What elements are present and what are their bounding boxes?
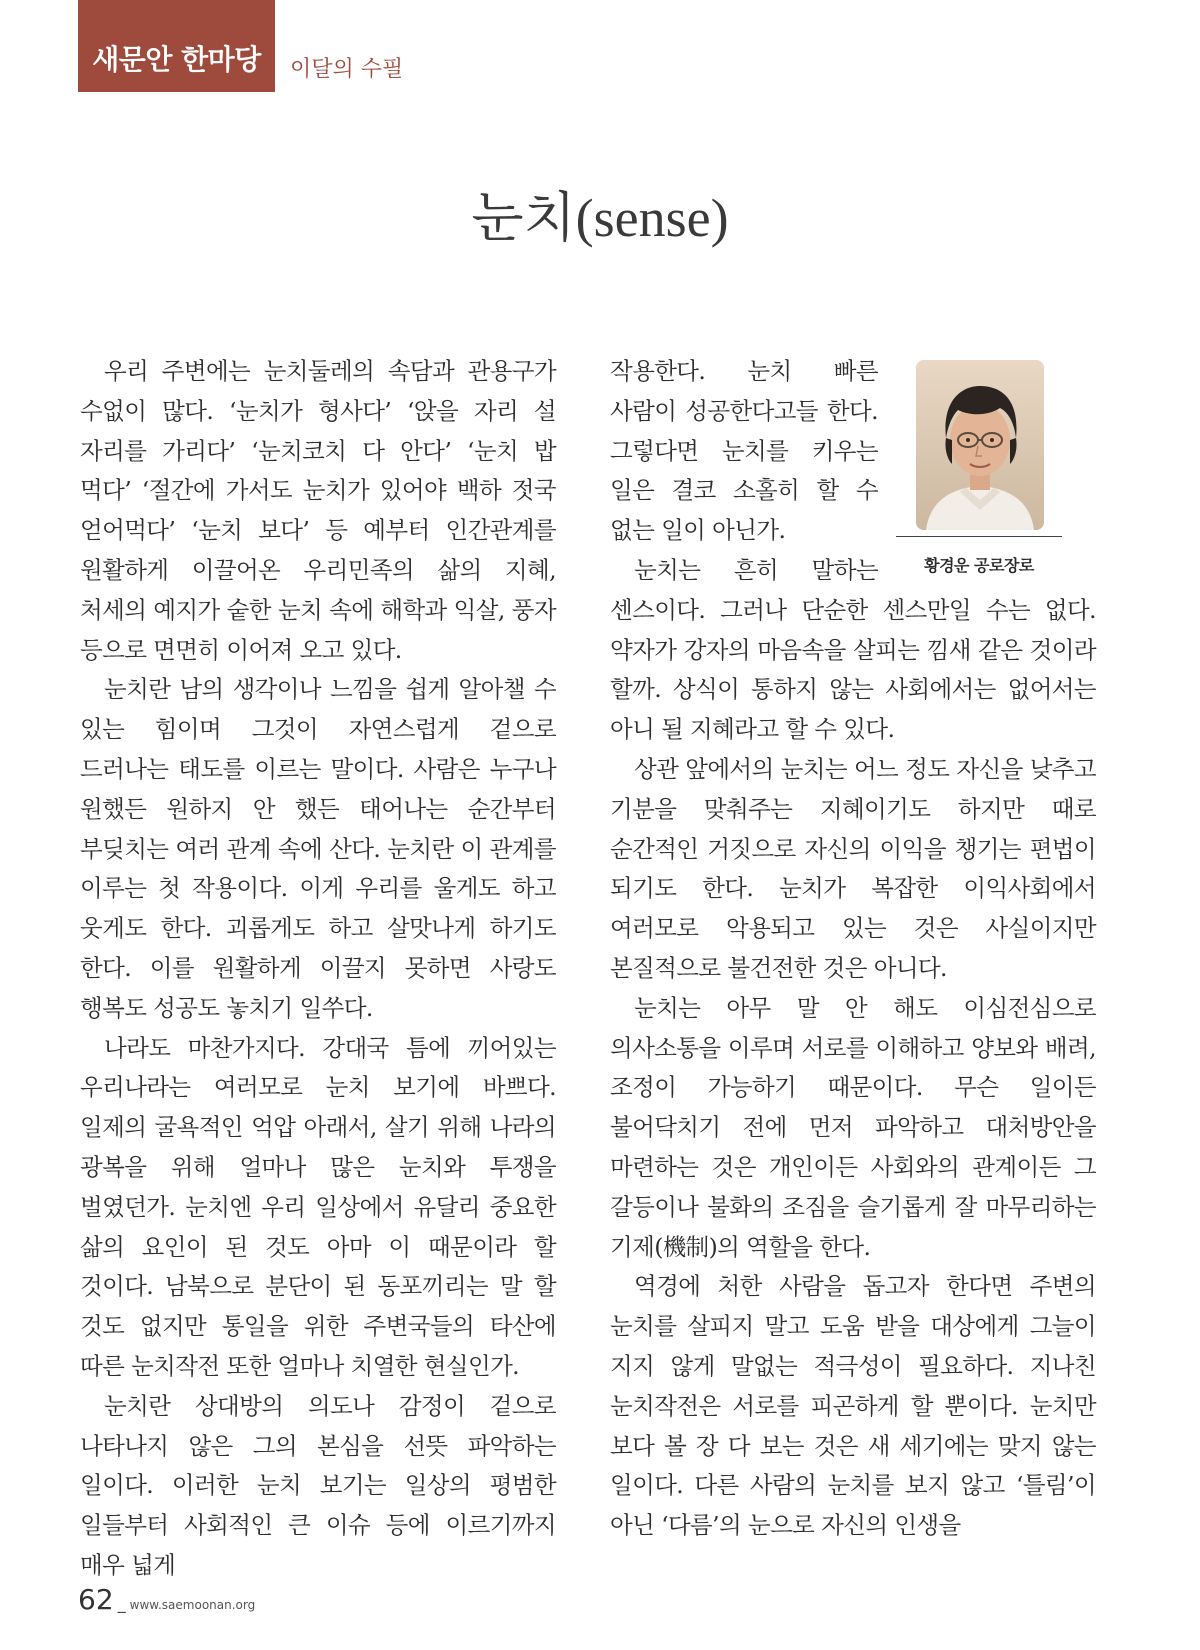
footer-separator: _	[117, 1594, 126, 1613]
paragraph: 눈치는 아무 말 안 해도 이심전심으로 의사소통을 이루며 서로를 이해하고 양보와 배려, 조정이 가능하기 때문이다. 무슨 일이든 불어닥치기 전에 먼저 파악하고 대처방안을 마련하는 것은 개인이든 사회와의 관계이든 그 갈등이나 불화의 조짐을 슬기롭게 잘 마무리하는 기제(機制)의 역할을 한다.	[610, 993, 1096, 1261]
left-column	[80, 352, 556, 1586]
author-caption: 황경운 공로장로	[924, 556, 1034, 575]
paragraph: 작용한다. 눈치 빠른 사람이 성공한다고들 한다. 그렇다면 눈치를 키우는 일은 결코 소홀히 할 수 없는 일이 아닌가.	[610, 357, 878, 545]
paragraph: 눈치란 남의 생각이나 느낌을 쉽게 알아챌 수 있는 힘이며 그것이 자연스럽게 겉으로 드러나는 태도를 이르는 말이다. 사람은 누구나 원했든 원하지 안 했든 태어나는 순간부터 부딪치는 여러 관계 속에 산다. 눈치란 이 관계를 이루는 첫 작용이다. 이게 우리를 울게도 하고 웃게도 한다. 괴롭게도 하고 살맛나게 하기도 한다. 이를 원활하게 이끌지 못하면 사랑도 행복도 성공도 놓치기 일쑤다.	[80, 675, 556, 1022]
caption-divider	[896, 536, 1062, 537]
paragraph: 우리 주변에는 눈치둘레의 속담과 관용구가 수없이 많다. ‘눈치가 형사다’ ‘앉을 자리 설 자리를 가리다’ ‘눈치코치 다 안다’ ‘눈치 밥 먹다’ ‘절간에 가서도 눈치가 있어야 백하 젓국 얻어먹다’ ‘눈치 보다’ 등 예부터 인간관계를 원활하게 이끌어온 우리민족의 삶의 지혜, 처세의 예지가 숱한 눈치 속에 해학과 익살, 풍자 등으로 면면히 이어져 오고 있다.	[80, 357, 556, 664]
paragraph: 눈치란 상대방의 의도나 감정이 겉으로 나타나지 않은 그의 본심을 선뜻 파악하는 일이다. 이러한 눈치 보기는 일상의 평범한 일들부터 사회적인 큰 이슈 등에 이르기까지 매우 넓게	[80, 1391, 556, 1579]
website-link[interactable]: www.saemoonan.org	[129, 1598, 256, 1612]
article-title: 눈치(sense)	[471, 188, 729, 248]
page-number: 62	[78, 1583, 114, 1616]
paragraph: 역경에 처한 사람을 돕고자 한다면 주변의 눈치를 살피지 말고 도움 받을 대상에게 그늘이 지지 않게 말없는 적극성이 필요하다. 지나친 눈치작전은 서로를 피곤하게 할 뿐이다. 눈치만 보다 볼 장 다 보는 것은 새 세기에는 맞지 않는 일이다. 다른 사람의 눈치를 보지 않고 ‘틀림’이 아닌 ‘다름’의 눈으로 자신의 인생을	[610, 1272, 1096, 1540]
right-column	[610, 352, 1096, 1546]
paragraph: 나라도 마찬가지다. 강대국 틈에 끼어있는 우리나라는 여러모로 눈치 보기에 바쁘다. 일제의 굴욕적인 억압 아래서, 살기 위해 나라의 광복을 위해 얼마나 많은 눈치와 투쟁을 벌였던가. 눈치엔 우리 일상에서 유달리 중요한 삶의 요인이 된 것도 아마 이 때문이라 할 것이다. 남북으로 분단이 된 동포끼리는 말 할 것도 없지만 통일을 위한 주변국들의 타산에 따른 눈치작전 또한 얼마나 치열한 현실인가.	[80, 1033, 556, 1380]
author-photo	[916, 360, 1044, 530]
author-photo-box	[896, 360, 1096, 580]
subsection-label: 이달의 수필	[290, 57, 404, 82]
paragraph: 상관 앞에서의 눈치는 어느 정도 자신을 낮추고 기분을 맞춰주는 지혜이기도 하지만 때로 순간적인 거짓으로 자신의 이익을 챙기는 편법이 되기도 한다. 눈치가 복잡한 이익사회에서 여러모로 악용되고 있는 것은 사실이지만 본질적으로 불건전한 것은 아니다.	[610, 754, 1096, 982]
paragraph: 눈치는 흔히 말하는 센스이다. 그러나 단순한 센스만일 수는 없다. 약자가 강자의 마음속을 살피는 낌새 같은 것이라 할까. 상식이 통하지 않는 사회에서는 없어서는 아니 될 지혜라고 할 수 있다.	[610, 555, 1096, 744]
page-footer	[78, 1583, 255, 1616]
section-badge: 새문안 한마당	[78, 0, 275, 92]
